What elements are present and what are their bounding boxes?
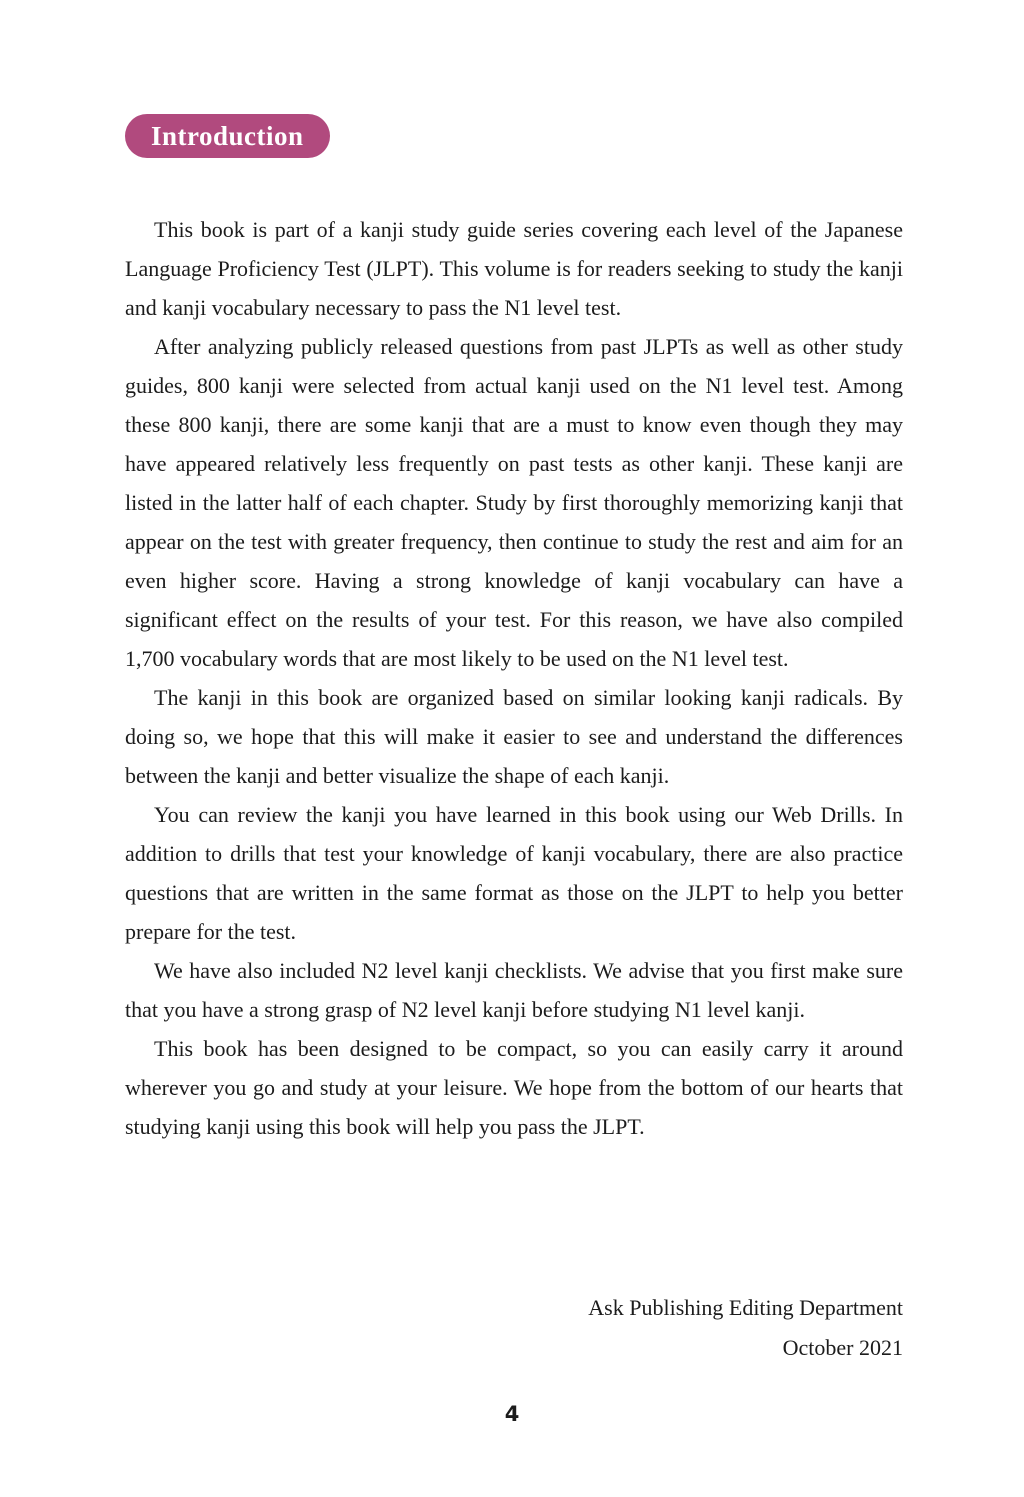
signature-date: October 2021 bbox=[782, 1335, 903, 1360]
section-badge-introduction: Introduction bbox=[125, 114, 330, 158]
signature-block bbox=[125, 1288, 903, 1368]
paragraph-4: You can review the kanji you have learned in this book using our Web Drills. In addition to drills that test your knowledge of kanji vocabulary, there are also practice questions that are written in the same format as those on the JLPT to help you better prepare for the test. bbox=[125, 802, 903, 944]
paragraph-5: We have also included N2 level kanji checklists. We advise that you first make sure that you have a strong grasp of N2 level kanji before studying N1 level kanji. bbox=[125, 958, 903, 1022]
page-number: 4 bbox=[504, 1402, 520, 1426]
signature-department: Ask Publishing Editing Department bbox=[588, 1295, 903, 1320]
paragraph-2: After analyzing publicly released questions from past JLPTs as well as other study guides, 800 kanji were selected from actual kanji used on the N1 level test. Among these 800 kanji, there are some kanji that are a must to know even though they may have appeared relatively less frequently on past tests as other kanji. These kanji are listed in the latter half of each chapter. Study by first thoroughly memorizing kanji that appear on the test with greater frequency, then continue to study the rest and aim for an even higher score. Having a strong knowledge of kanji vocabulary can have a significant effect on the results of your test. For this reason, we have also compiled 1,700 vocabulary words that are most likely to be used on the N1 level test. bbox=[125, 334, 903, 671]
paragraph-6: This book has been designed to be compact, so you can easily carry it around wherever you go and study at your leisure. We hope from the bottom of our hearts that studying kanji using this book will help you pass the JLPT. bbox=[125, 1036, 903, 1139]
introduction-body bbox=[125, 210, 903, 1146]
paragraph-1: This book is part of a kanji study guide series covering each level of the Japanese Language Proficiency Test (JLPT). This volume is for readers seeking to study the kanji and kanji vocabulary necessary to pass the N1 level test. bbox=[125, 217, 903, 320]
paragraph-3: The kanji in this book are organized based on similar looking kanji radicals. By doing so, we hope that this will make it easier to see and understand the differences between the kanji and better visualize the shape of each kanji. bbox=[125, 685, 903, 788]
